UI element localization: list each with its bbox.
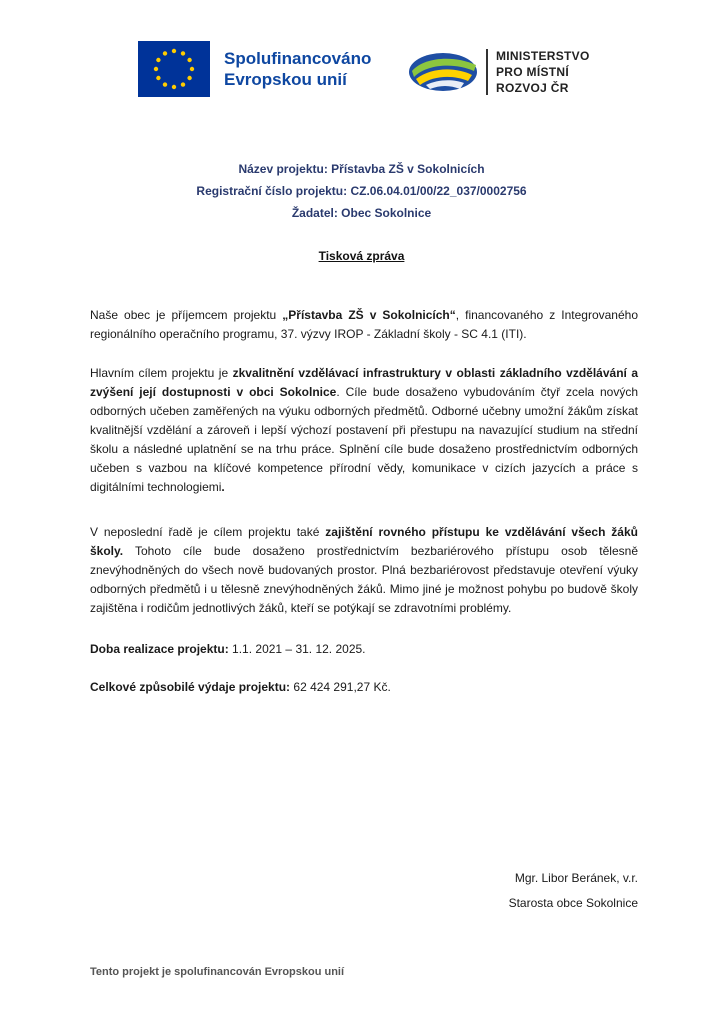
project-duration-label: Doba realizace projektu: <box>90 642 229 656</box>
eu-logo-line1: Spolufinancováno <box>224 49 372 68</box>
eu-logo-line2: Evropskou unií <box>224 70 347 89</box>
paragraph-main-goal <box>90 364 638 497</box>
signature-role: Starosta obce Sokolnice <box>508 896 638 910</box>
mmr-line2: PRO MÍSTNÍ <box>496 65 570 79</box>
signature-block <box>509 866 638 916</box>
paragraph-intro-text-a: Naše obec je příjemcem projektu <box>90 308 283 322</box>
paragraph-intro-text-c: , financovaného z Integrovaného regionálního operačního programu, 37. výzvy IROP - Základní školy - SC 4.1 (ITI). <box>90 308 638 341</box>
project-registration: Registrační číslo projektu: CZ.06.04.01/00/22_037/0002756 <box>196 184 527 198</box>
project-costs <box>90 678 638 697</box>
paragraph-intro-project-name: „Přístavba ZŠ v Sokolnicích“ <box>282 308 456 322</box>
mmr-emblem-icon <box>406 49 480 95</box>
eu-flag-icon <box>138 41 210 97</box>
project-costs-value: 62 424 291,27 Kč. <box>290 680 391 694</box>
paragraph-main-goal-text-a: Hlavním cílem projektu je <box>90 366 233 380</box>
paragraph-equal-access-text-a: V neposlední řadě je cílem projektu také <box>90 525 326 539</box>
signature-name: Mgr. Libor Beránek, v.r. <box>514 871 638 885</box>
paragraph-equal-access <box>90 523 638 618</box>
paragraph-main-goal-period: . <box>221 480 225 494</box>
mmr-logo <box>406 48 590 96</box>
eu-logo-text <box>224 48 371 90</box>
project-name: Název projektu: Přístavba ZŠ v Sokolnicích <box>238 162 485 176</box>
mmr-logo-text <box>496 48 590 96</box>
mmr-line3: ROZVOJ ČR <box>496 81 569 95</box>
paragraph-equal-access-text-c: Tohoto cíle bude dosaženo prostřednictvím bezbariérového přístupu osob tělesně znevýhodněných do všech nově budovaných prostor. Plná bezbariérovost představuje otevření výuky odborných předmětů i u tělesně znevýhodněných žáků. Mimo jiné je možnost pohybu po budově školy zajištěna i rodičům jednotlivých žáků, kteří se potýkají se zdravotními problémy. <box>90 544 638 615</box>
paragraph-intro <box>90 306 638 344</box>
mmr-line1: MINISTERSTVO <box>496 49 590 63</box>
project-info <box>0 158 723 224</box>
project-duration <box>90 640 638 659</box>
document-title: Tisková zpráva <box>318 249 405 263</box>
project-duration-value: 1.1. 2021 – 31. 12. 2025. <box>228 642 366 656</box>
paragraph-equal-access-bold: zajištění rovného přístupu ke vzdělávání všech žáků školy. <box>90 525 638 558</box>
paragraph-main-goal-bold: zkvalitnění vzdělávací infrastruktury v oblasti základního vzdělávání a zvýšení její dostupnosti v obci Sokolnice <box>90 366 639 399</box>
footer-note: Tento projekt je spolufinancován Evropskou unií <box>90 966 345 978</box>
paragraph-main-goal-text-c: . Cíle bude dosaženo vybudováním čtyř zcela nových odborných učeben zaměřených na výuku odborných předmětů. Odborné učebny umožní žákům získat kvalitnější vzdělání a zároveň i lepší výchozí postavení při přestupu na navazující studium na střední školu a následné uplatnění se na trhu práce. Splnění cíle bude dosaženo prostřednictvím odborných učeben s vazbou na klíčové kompetence přírodní vědy, komunikace v cizích jazycích a práce s digitálními technologiemi <box>90 385 638 494</box>
project-applicant: Žadatel: Obec Sokolnice <box>291 206 432 220</box>
mmr-divider <box>486 49 488 95</box>
project-costs-label: Celkové způsobilé výdaje projektu: <box>90 680 291 694</box>
eu-logo <box>138 41 371 97</box>
